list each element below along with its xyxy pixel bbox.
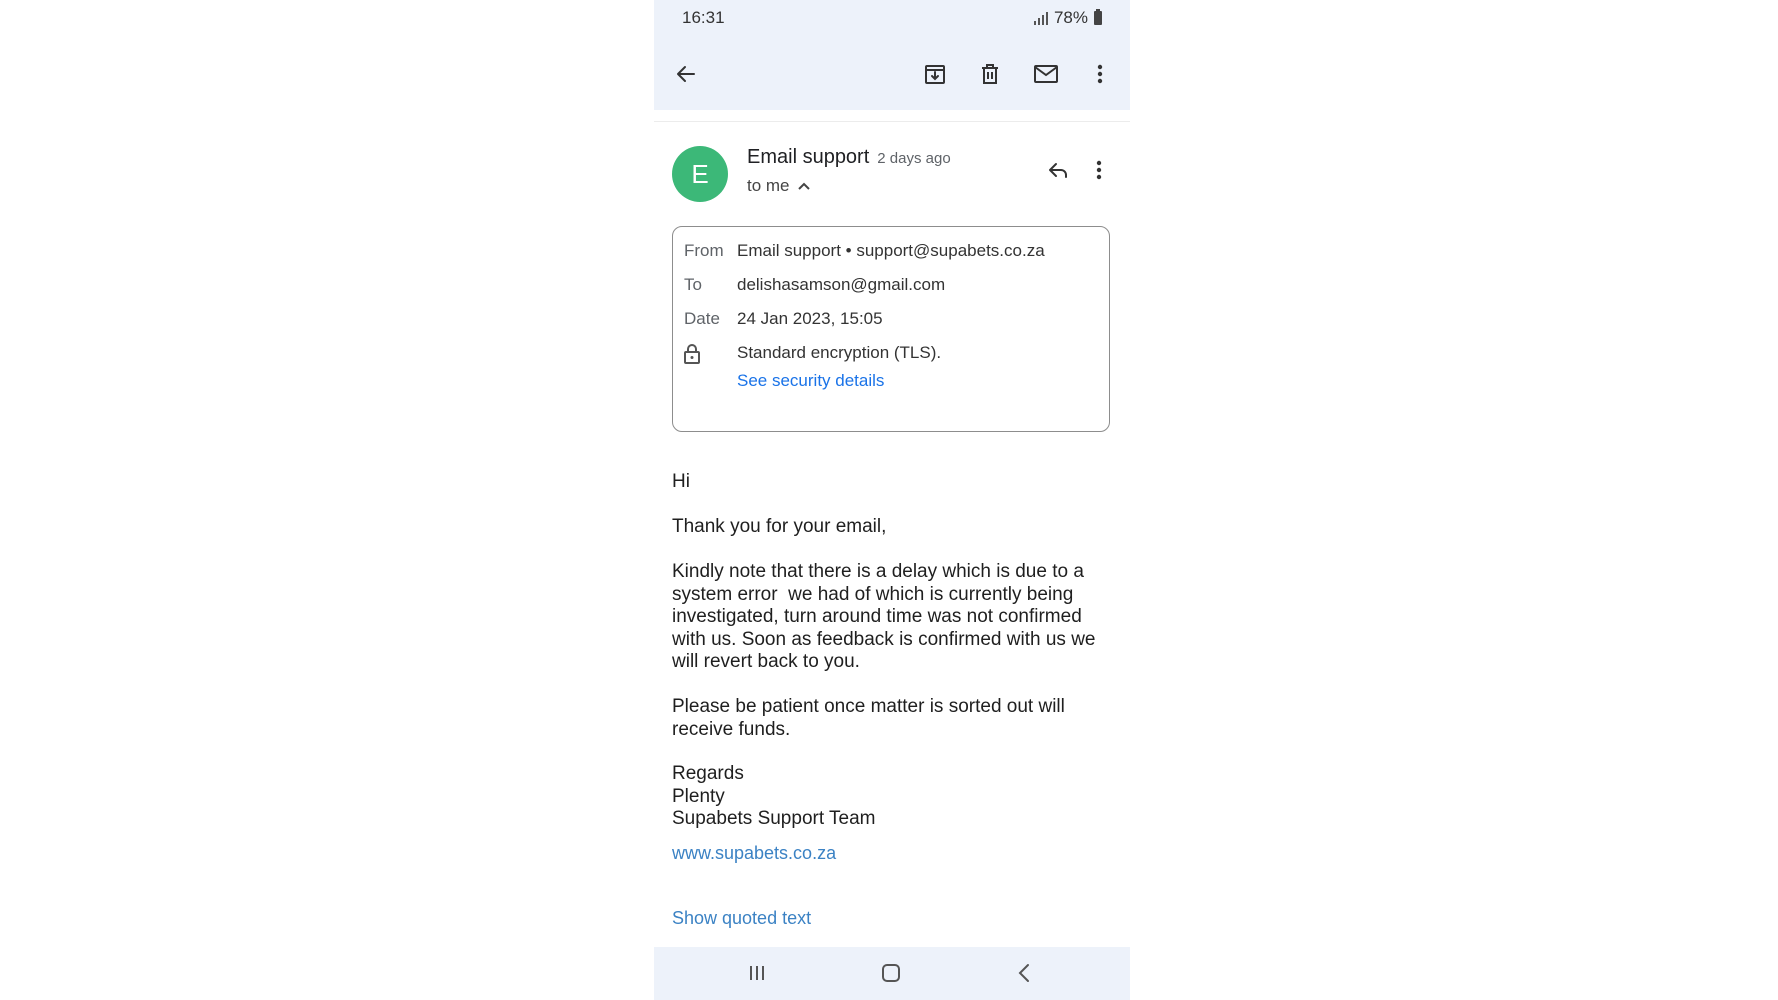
delete-button[interactable] [972,56,1008,92]
mail-icon [1033,62,1059,86]
lock-icon [684,344,700,364]
recents-icon [747,964,767,982]
arrow-left-icon [674,62,698,86]
battery-icon [1094,11,1102,25]
signature-line: Regards [672,763,744,784]
chevron-up-icon [798,182,810,190]
body-paragraph-1 [672,561,1112,674]
message-time: 2 days ago [877,150,951,167]
archive-button[interactable] [917,56,953,92]
status-time: 16:31 [682,8,725,27]
status-indicators [1034,8,1102,28]
home-button[interactable] [873,957,909,989]
from-label: From [684,241,724,260]
more-vertical-icon [1096,62,1104,86]
reply-icon [1046,158,1070,182]
email-toolbar [654,38,1130,110]
back-chevron-icon [1017,963,1031,983]
archive-icon [923,62,947,86]
security-text: Standard encryption (TLS). [737,343,942,362]
date-value: 24 Jan 2023, 15:05 [737,309,883,328]
signature-line: Supabets Support Team [672,808,876,829]
message-more-button[interactable] [1084,152,1114,188]
system-back-button[interactable] [1006,957,1042,989]
more-options-button[interactable] [1082,56,1118,92]
signature-line: Plenty [672,785,725,807]
security-details-link[interactable]: See security details [737,371,885,390]
home-icon [881,963,901,983]
paragraph-line: system error we had of which is currently being [672,583,1074,605]
back-button[interactable] [668,56,704,92]
reply-button[interactable] [1040,152,1076,188]
thanks-line: Thank you for your email, [672,516,887,537]
recipients-toggle[interactable] [747,176,810,196]
website-link[interactable]: www.supabets.co.za [672,843,837,863]
paragraph-line: will revert back to you. [672,651,860,672]
message-details [672,226,1110,432]
signal-icon [1034,11,1048,25]
mark-unread-button[interactable] [1028,56,1064,92]
date-label: Date [684,309,720,328]
divider [654,121,1130,122]
battery-level: 78% [1053,8,1088,27]
paragraph-line: Please be patient once matter is sorted out will [672,696,1065,717]
show-quoted-text-link[interactable]: Show quoted text [672,908,812,928]
sender-line [747,146,951,169]
sender-name: Email support [747,146,870,168]
avatar-letter: E [691,158,709,189]
recipients-label: to me [747,176,790,195]
more-vertical-icon [1095,158,1103,182]
system-nav-bar [654,947,1130,1000]
status-bar [654,0,1130,38]
paragraph-line: Kindly note that there is a delay which is due to a [672,561,1084,582]
paragraph-line: with us. Soon as feedback is confirmed with us we [672,628,1096,650]
body-paragraph-2 [672,696,1112,741]
avatar[interactable] [672,146,728,202]
paragraph-line: investigated, turn around time was not confirmed [672,606,1082,627]
greeting: Hi [672,471,690,492]
paragraph-line: receive funds. [672,718,791,740]
phone-screen [654,0,1130,1000]
signature [672,763,1112,831]
to-value: delishasamson@gmail.com [737,275,946,294]
from-value: Email support • support@supabets.co.za [737,241,1045,260]
trash-icon [978,62,1002,86]
recents-button[interactable] [739,957,775,989]
to-label: To [684,275,702,294]
